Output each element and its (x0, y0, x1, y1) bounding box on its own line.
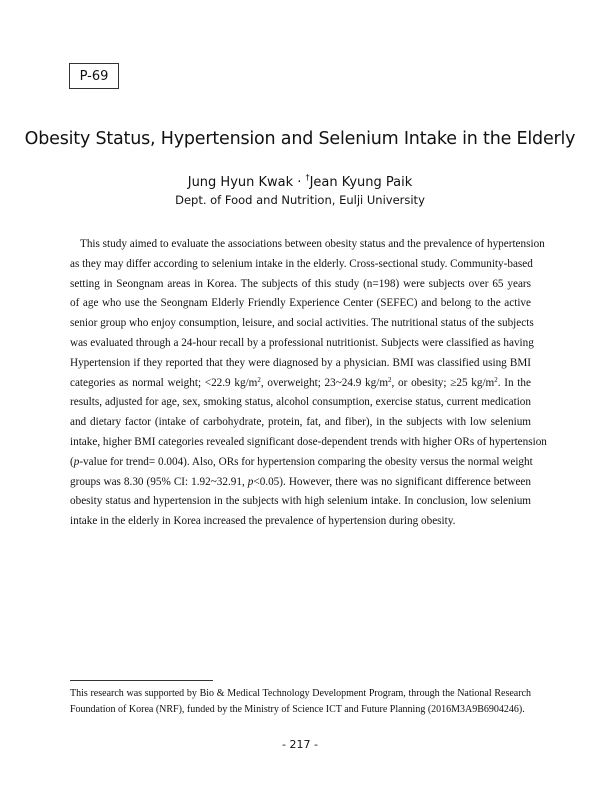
abstract-line: This study aimed to evaluate the associations between obesity status and the prevalence of hypertension (80, 238, 545, 250)
abstract-body (70, 235, 547, 532)
text-segment: , overweight; 23~24.9 kg/m (260, 376, 389, 389)
abstract-line: was evaluated through a 24-hour recall by a professional nutritionist. Subjects were classified as having (70, 336, 534, 349)
italic-p: p (73, 455, 80, 468)
footnote-divider (70, 680, 213, 681)
superscript: 2 (388, 375, 392, 384)
paper-title: Obesity Status, Hypertension and Selenium Intake in the Elderly (24, 129, 576, 149)
abstract-code: P-69 (79, 68, 109, 84)
abstract-line: senior group who enjoy consumption, leisure, and social activities. The nutritional status of the subjects (70, 317, 534, 330)
abstract-line (70, 453, 531, 473)
text-segment: , or obesity; ≥25 kg/m (391, 376, 495, 389)
author-2: Jean Kyung Paik (309, 175, 413, 190)
abstract-line: intake, higher BMI categories revealed significant dose-dependent trends with higher ORs of hypertension (70, 435, 547, 448)
abstract-line (70, 374, 531, 394)
italic-p: p (247, 475, 254, 488)
abstract-line (70, 473, 531, 493)
footnote-line: Foundation of Korea (NRF), funded by the Ministry of Science ICT and Future Planning (2016M3A9B6904246). (70, 704, 525, 715)
corresponding-mark: † (305, 173, 310, 182)
abstract-line: and dietary factor (intake of carbohydrate, protein, fat, and fiber), in the subjects with low selenium (70, 416, 531, 429)
page-number: - 217 - (282, 738, 318, 751)
authors (0, 173, 600, 190)
text-segment: . In the (497, 376, 531, 389)
funding-footnote (70, 686, 531, 718)
affiliation: Dept. of Food and Nutrition, Eulji University (175, 193, 425, 207)
footnote-line: This research was supported by Bio & Medical Technology Development Program, through the National Research (70, 688, 531, 699)
text-segment: categories as normal weight; <22.9 kg/m (70, 376, 258, 389)
abstract-line: of age who use the Seongnam Elderly Friendly Experience Center (SEFEC) and belong to the active (70, 297, 531, 310)
text-segment: -value for trend= 0.004). Also, ORs for hypertension comparing the obesity versus the normal weight (79, 455, 533, 468)
abstract-code-box (69, 63, 119, 89)
abstract-line: setting in Seongnam areas in Korea. The subjects of this study (n=198) were subjects over 65 years (70, 277, 531, 290)
abstract-line: intake in the elderly in Korea increased the prevalence of hypertension during obesity. (70, 515, 456, 528)
abstract-line: obesity status and hypertension in the subjects with high selenium intake. In conclusion, low selenium (70, 495, 531, 508)
author-separator: · (293, 175, 306, 190)
text-segment: ( (70, 455, 74, 468)
superscript: 2 (257, 375, 261, 384)
text-segment: groups was 8.30 (95% CI: 1.92~32.91, (70, 475, 248, 488)
text-segment: <0.05). However, there was no significant difference between (253, 475, 531, 488)
abstract-line: as they may differ according to selenium intake in the elderly. Cross-sectional study. Community-based (70, 257, 533, 270)
abstract-line: results, adjusted for age, sex, smoking status, alcohol consumption, exercise status, current medication (70, 396, 531, 409)
abstract-line: Hypertension if they reported that they were diagnosed by a physician. BMI was classified using BMI (70, 356, 531, 369)
author-1: Jung Hyun Kwak (187, 175, 294, 190)
superscript: 2 (494, 375, 498, 384)
